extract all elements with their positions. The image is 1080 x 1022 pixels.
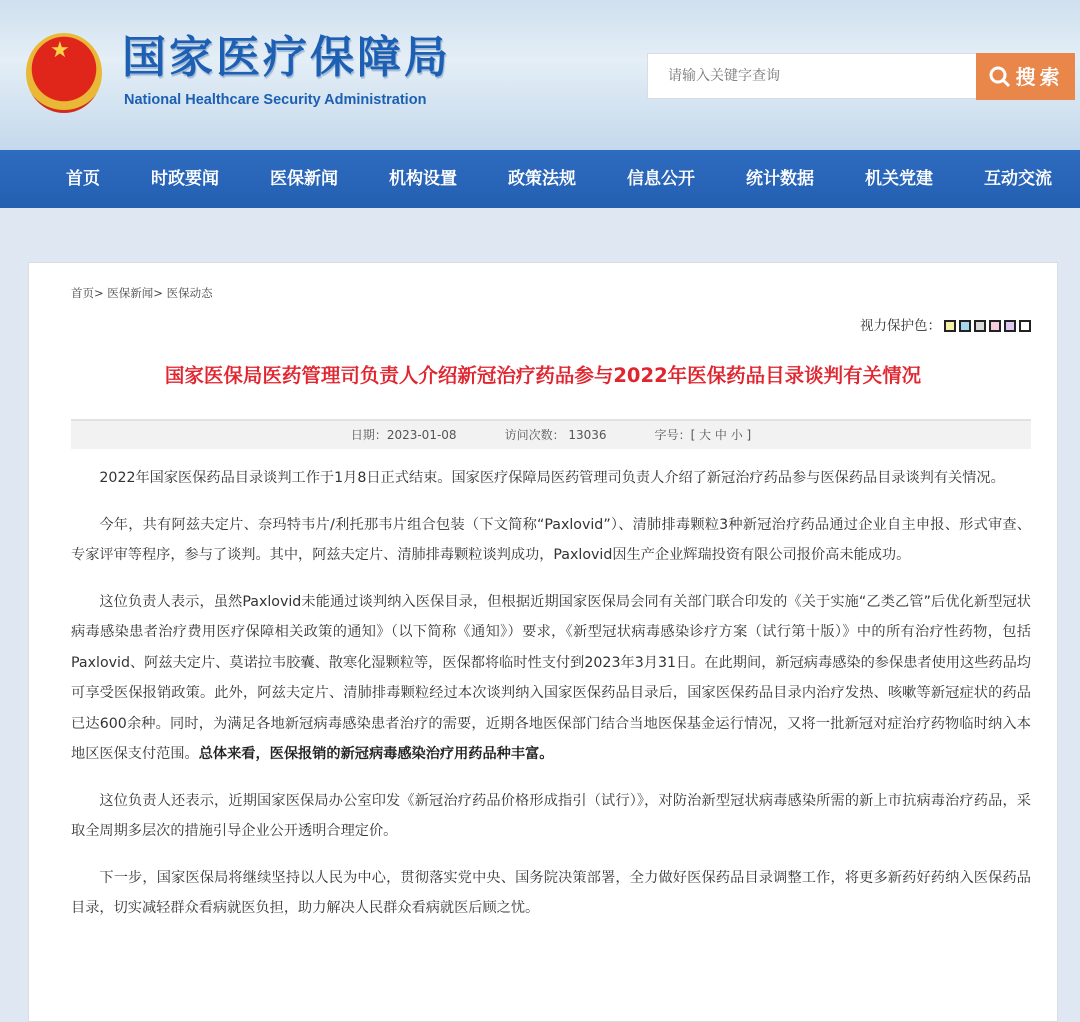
nav-healthcare-news[interactable]: 医保新闻: [270, 169, 338, 189]
logo-title[interactable]: 国家医疗保障局: [122, 32, 451, 83]
main-nav: [0, 150, 1080, 208]
nav-info-public[interactable]: 信息公开: [627, 169, 695, 189]
color-swatch-white[interactable]: [1019, 320, 1031, 332]
article-meta: [71, 419, 1031, 449]
nav-party[interactable]: 机关党建: [865, 169, 933, 189]
visit-count: 访问次数： 13036: [504, 428, 607, 442]
breadcrumb[interactable]: 首页> 医保新闻> 医保动态: [71, 286, 213, 300]
article-title: 国家医保局医药管理司负责人介绍新冠治疗药品参与2022年医保药品目录谈判有关情况: [164, 364, 922, 387]
nav-home[interactable]: 首页: [66, 169, 100, 189]
search-input[interactable]: [647, 53, 977, 99]
article-date: 日期：2023-01-08: [350, 428, 457, 442]
color-swatch-blue[interactable]: [959, 320, 971, 332]
nav-news[interactable]: 时政要闻: [151, 169, 219, 189]
color-swatch-gray[interactable]: [974, 320, 986, 332]
eye-protection-colors: [860, 317, 1031, 335]
nav-interaction[interactable]: 互动交流: [984, 169, 1052, 189]
color-swatch-purple[interactable]: [1004, 320, 1016, 332]
font-size-selector[interactable]: 字号：[ 大 中 小 ]: [654, 428, 752, 442]
color-swatch-yellow[interactable]: [944, 320, 956, 332]
nav-organization[interactable]: 机构设置: [389, 169, 457, 189]
search-button[interactable]: [976, 53, 1075, 100]
paragraph-text: 这位负责人表示，虽然Paxlovid未能通过谈判纳入医保目录，但根据近期国家医保局会同有关部门联合印发的《关于实施“乙类乙管”后优化新型冠状病毒感染患者治疗费用医疗保障相关政策的通知》（以下简称《通知》）要求，《新型冠状病毒感染诊疗方案（试行第十版）》中的所有治疗性药物，包括Paxlovid、阿兹夫定片、莫诺拉韦胶囊、散寒化湿颗粒等，医保都将临时性支付到2023年3月31日。在此期间，新冠病毒感染的参保患者使用这些药品均可享受医保报销政策。此外，阿兹夫定片、清肺排毒颗粒经过本次谈判纳入国家医保药品目录后，国家医保药品目录内治疗发热、咳嗽等新冠症状的药品已达600余种。同时，为满足各地新冠病毒感染患者治疗的需要，近期各地医保部门结合当地医保基金运行情况，又将一批新冠对症治疗药物临时纳入本地区医保支付范围。: [71, 593, 1031, 762]
nav-statistics[interactable]: 统计数据: [746, 169, 814, 189]
site-header: [0, 0, 1080, 150]
paragraph: 这位负责人还表示，近期国家医保局办公室印发《新冠治疗药品价格形成指引（试行）》，对防治新型冠状病毒感染所需的新上市抗病毒治疗药品，采取全周期多层次的措施引导企业公开透明合理定价。: [71, 792, 1031, 839]
bold-summary: 总体来看，医保报销的新冠病毒感染治疗用药品种丰富。: [198, 746, 554, 762]
search-label: 搜索: [1015, 64, 1064, 89]
article-card: [28, 262, 1058, 1022]
logo-subtitle: National Healthcare Security Administration: [124, 92, 427, 108]
paragraph: 下一步，国家医保局将继续坚持以人民为中心，贯彻落实党中央、国务院决策部署，全力做好医保药品目录调整工作，将更多新药好药纳入医保药品目录，切实减轻群众看病就医负担，助力解决人民群众看病就医后顾之忧。: [71, 869, 1031, 916]
eye-protection-label: 视力保护色：: [860, 318, 941, 334]
paragraph: 2022年国家医保药品目录谈判工作于1月8日正式结束。国家医疗保障局医药管理司负责人介绍了新冠治疗药品参与医保药品目录谈判有关情况。: [99, 470, 1005, 486]
paragraph: [71, 587, 1031, 770]
search-icon: [988, 65, 1012, 89]
article-body: [71, 463, 1031, 940]
national-emblem-icon: ★: [26, 33, 102, 113]
nav-policy[interactable]: 政策法规: [508, 169, 576, 189]
paragraph: 今年，共有阿兹夫定片、奈玛特韦片/利托那韦片组合包装（下文简称“Paxlovid”）、清肺排毒颗粒3种新冠治疗药品通过企业自主申报、形式审查、专家评审等程序，参与了谈判。其中，阿兹夫定片、清肺排毒颗粒谈判成功，Paxlovid因生产企业辉瑞投资有限公司报价高未能成功。: [71, 516, 1031, 563]
color-swatch-pink[interactable]: [989, 320, 1001, 332]
